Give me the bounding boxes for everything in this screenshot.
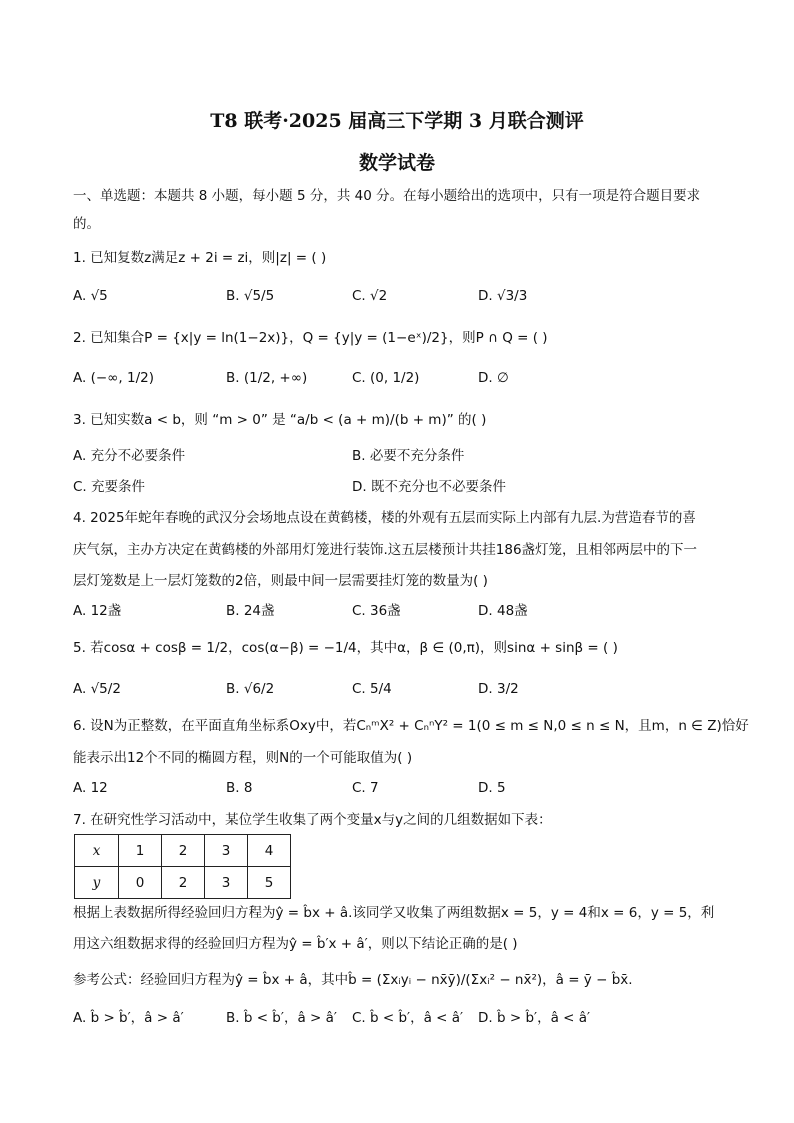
question-6-option-a: A. 12 <box>73 780 108 796</box>
question-4-stem-line2: 庆气氛，主办方决定在黄鹤楼的外部用灯笼进行装饰.这五层楼预计共挂186盏灯笼，且相邻两层中的下一 <box>73 542 698 558</box>
question-4-option-a: A. 12盏 <box>73 603 122 619</box>
table-cell: 3 <box>205 835 248 867</box>
section-heading-line1: 一、单选题：本题共 8 小题，每小题 5 分，共 40 分。在每小题给出的选项中，只有一项是符合题目要求 <box>73 188 701 204</box>
table-cell: 3 <box>205 867 248 899</box>
question-7-tail-line1: 根据上表数据所得经验回归方程为ŷ = b̂x + â.该同学又收集了两组数据x = 5，y = 4和x = 6，y = 5，利 <box>73 905 715 921</box>
question-5-option-b: B. √6/2 <box>226 681 275 697</box>
question-4-option-d: D. 48盏 <box>478 603 528 619</box>
question-2-option-a: A. (−∞, 1/2) <box>73 370 154 386</box>
question-7-option-d: D. b̂ > b̂′，â < â′ <box>478 1010 591 1026</box>
section-heading-line2: 的。 <box>73 216 100 232</box>
question-7-option-b: B. b̂ < b̂′，â > â′ <box>226 1010 337 1026</box>
question-5-option-d: D. 3/2 <box>478 681 519 697</box>
question-1-option-c: C. √2 <box>352 288 388 304</box>
question-7-tail-line2: 用这六组数据求得的经验回归方程为ŷ = b̂′x + â′，则以下结论正确的是( ) <box>73 936 518 952</box>
table-cell: 4 <box>248 835 291 867</box>
question-7-option-c: C. b̂ < b̂′，â < â′ <box>352 1010 464 1026</box>
question-1-option-d: D. √3/3 <box>478 288 528 304</box>
question-7-option-a: A. b̂ > b̂′，â > â′ <box>73 1010 184 1026</box>
question-4-option-b: B. 24盏 <box>226 603 275 619</box>
page-subtitle: 数学试卷 <box>358 152 435 174</box>
question-4-option-c: C. 36盏 <box>352 603 401 619</box>
question-6-stem-line1: 6. 设N为正整数，在平面直角坐标系Oxy中，若CₙᵐX² + CₙⁿY² = 1(0 ≤ m ≤ N,0 ≤ n ≤ N，且m，n ∈ Z)恰好 <box>73 718 749 734</box>
question-7-stem: 7. 在研究性学习活动中，某位学生收集了两个变量x与y之间的几组数据如下表： <box>73 812 552 828</box>
question-6-option-b: B. 8 <box>226 780 253 796</box>
question-2-option-c: C. (0, 1/2) <box>352 370 420 386</box>
question-3-stem: 3. 已知实数a < b，则 “m > 0” 是 “a/b < (a + m)/(b + m)” 的( ) <box>73 412 487 428</box>
question-6-option-c: C. 7 <box>352 780 379 796</box>
page-title: T8 联考·2025 届高三下学期 3 月联合测评 <box>210 110 584 132</box>
table-cell: 1 <box>119 835 162 867</box>
table-cell: 2 <box>162 835 205 867</box>
table-cell: 5 <box>248 867 291 899</box>
question-4-stem-line3: 层灯笼数是上一层灯笼数的2倍，则最中间一层需要挂灯笼的数量为( ) <box>73 573 488 589</box>
question-6-stem-line2: 能表示出12个不同的椭圆方程，则N的一个可能取值为( ) <box>73 750 413 766</box>
question-5-stem: 5. 若cosα + cosβ = 1/2，cos(α−β) = −1/4，其中α，β ∈ (0,π)，则sinα + sinβ = ( ) <box>73 640 618 656</box>
table-cell: y <box>75 867 119 899</box>
question-1-option-a: A. √5 <box>73 288 108 304</box>
question-3-option-c: C. 充要条件 <box>73 479 146 495</box>
table-row <box>75 835 291 867</box>
question-2-option-d: D. ∅ <box>478 370 509 386</box>
question-2-stem: 2. 已知集合P = {x|y = ln(1−2x)}，Q = {y|y = (1−eˣ)/2}，则P ∩ Q = ( ) <box>73 330 548 346</box>
question-7-reference-formula: 参考公式：经验回归方程为ŷ = b̂x + â，其中b̂ = (Σxᵢyᵢ − nx̄ȳ)/(Σxᵢ² − nx̄²)，â = ȳ − b̂x̄. <box>73 972 633 988</box>
question-3-option-a: A. 充分不必要条件 <box>73 448 186 464</box>
question-1-option-b: B. √5/5 <box>226 288 275 304</box>
question-6-option-d: D. 5 <box>478 780 506 796</box>
question-3-option-b: B. 必要不充分条件 <box>352 448 465 464</box>
question-2-option-b: B. (1/2, +∞) <box>226 370 308 386</box>
question-5-option-a: A. √5/2 <box>73 681 121 697</box>
data-table <box>74 834 291 899</box>
table-cell: x <box>75 835 119 867</box>
question-1-stem: 1. 已知复数z满足z + 2i = zi，则|z| = ( ) <box>73 250 327 266</box>
table-cell: 2 <box>162 867 205 899</box>
question-3-option-d: D. 既不充分也不必要条件 <box>352 479 506 495</box>
table-cell: 0 <box>119 867 162 899</box>
question-4-stem-line1: 4. 2025年蛇年春晚的武汉分会场地点设在黄鹤楼，楼的外观有五层而实际上内部有九层.为营造春节的喜 <box>73 510 696 526</box>
question-5-option-c: C. 5/4 <box>352 681 392 697</box>
table-row <box>75 867 291 899</box>
